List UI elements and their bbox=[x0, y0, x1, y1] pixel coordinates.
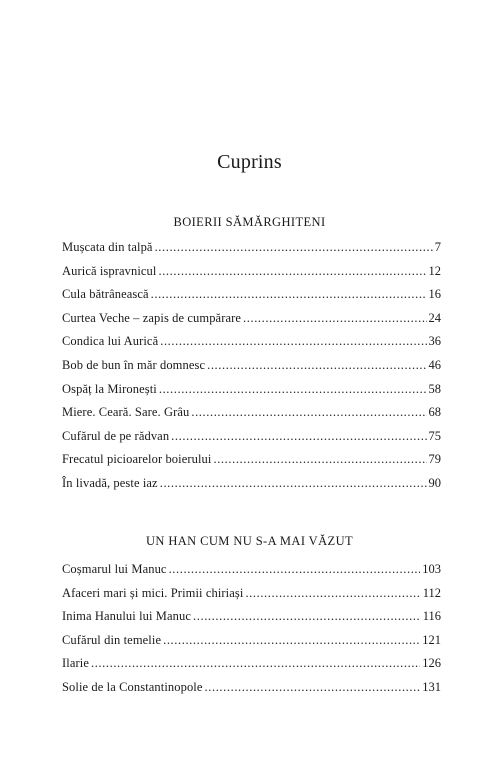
toc-entry-title: Afaceri mari și mici. Primii chiriași bbox=[62, 585, 244, 600]
toc-entry-page: 12 bbox=[428, 263, 441, 278]
section-heading-boierii: BOIERII SĂMĂRGHITENI bbox=[173, 215, 326, 229]
toc-entry-page: 116 bbox=[422, 609, 441, 624]
toc-entry-page: 68 bbox=[428, 405, 441, 420]
toc-entry[interactable] bbox=[62, 240, 441, 264]
dot-leader bbox=[91, 656, 420, 671]
toc-entry-title: Ospăț la Mironești bbox=[62, 381, 157, 396]
toc-list-section-2 bbox=[62, 562, 441, 704]
dot-leader bbox=[193, 609, 421, 624]
toc-entry-title: Cufărul din temelie bbox=[62, 632, 162, 647]
toc-entry-title: Aurică ispravnicul bbox=[62, 263, 157, 278]
dot-leader bbox=[169, 562, 421, 577]
toc-entry-page: 7 bbox=[434, 240, 441, 254]
toc-entry-page: 131 bbox=[422, 679, 441, 694]
toc-entry-title: Miere. Ceară. Sare. Grâu bbox=[62, 405, 190, 420]
toc-entry-title: Ilarie bbox=[62, 656, 89, 671]
toc-entry[interactable] bbox=[62, 382, 441, 406]
toc-entry[interactable] bbox=[62, 609, 441, 633]
section-heading-han: UN HAN CUM NU S-A MAI VĂZUT bbox=[145, 534, 354, 548]
dot-leader bbox=[160, 334, 426, 349]
toc-entry-title: Cufărul de pe rădvan bbox=[62, 428, 170, 443]
toc-entry-page: 75 bbox=[428, 428, 441, 443]
toc-entry[interactable] bbox=[62, 562, 441, 586]
toc-entry-page: 126 bbox=[422, 656, 441, 671]
toc-entry[interactable] bbox=[62, 656, 441, 680]
toc-entry-page: 36 bbox=[428, 334, 441, 349]
toc-entry-title: Mușcata din talpă bbox=[62, 240, 153, 254]
toc-entry[interactable] bbox=[62, 334, 441, 358]
toc-entry[interactable] bbox=[62, 452, 441, 476]
toc-entry-page: 79 bbox=[428, 452, 441, 467]
toc-entry[interactable] bbox=[62, 429, 441, 453]
toc-entry[interactable] bbox=[62, 264, 441, 288]
toc-list-section-1 bbox=[62, 240, 441, 500]
toc-entry[interactable] bbox=[62, 358, 441, 382]
toc-entry-page: 121 bbox=[422, 632, 441, 647]
toc-entry[interactable] bbox=[62, 633, 441, 657]
dot-leader bbox=[243, 311, 426, 326]
toc-entry[interactable] bbox=[62, 287, 441, 311]
dot-leader bbox=[213, 452, 426, 467]
toc-entry[interactable] bbox=[62, 476, 441, 500]
toc-entry-title: Frecatul picioarelor boierului bbox=[62, 452, 212, 467]
dot-leader bbox=[163, 633, 420, 648]
dot-leader bbox=[159, 382, 427, 397]
dot-leader bbox=[191, 405, 426, 420]
toc-entry[interactable] bbox=[62, 405, 441, 429]
toc-entry[interactable] bbox=[62, 311, 441, 335]
dot-leader bbox=[245, 586, 420, 601]
dot-leader bbox=[160, 476, 427, 491]
dot-leader bbox=[205, 680, 421, 695]
toc-entry-title: În livadă, peste iaz bbox=[62, 475, 158, 490]
toc-entry-page: 16 bbox=[428, 287, 441, 302]
toc-entry[interactable] bbox=[62, 680, 441, 704]
dot-leader bbox=[155, 240, 433, 255]
toc-entry[interactable] bbox=[62, 586, 441, 610]
toc-entry-title: Cula bătrânească bbox=[62, 287, 149, 302]
toc-entry-title: Inima Hanului lui Manuc bbox=[62, 609, 192, 624]
toc-entry-page: 90 bbox=[428, 475, 441, 490]
toc-entry-page: 112 bbox=[422, 585, 441, 600]
dot-leader bbox=[171, 429, 426, 444]
dot-leader bbox=[151, 287, 427, 302]
toc-entry-title: Curtea Veche – zapis de cumpărare bbox=[62, 310, 242, 325]
toc-entry-title: Condica lui Aurică bbox=[62, 334, 159, 349]
toc-entry-title: Coșmarul lui Manuc bbox=[62, 562, 167, 576]
dot-leader bbox=[207, 358, 426, 373]
toc-entry-title: Solie de la Constantinopole bbox=[62, 679, 203, 694]
toc-entry-page: 58 bbox=[428, 381, 441, 396]
toc-entry-title: Bob de bun în măr domnesc bbox=[62, 357, 206, 372]
toc-entry-page: 46 bbox=[428, 357, 441, 372]
toc-entry-page: 24 bbox=[428, 310, 441, 325]
dot-leader bbox=[158, 264, 426, 279]
toc-entry-page: 103 bbox=[422, 562, 441, 576]
page-title: Cuprins bbox=[217, 151, 282, 173]
